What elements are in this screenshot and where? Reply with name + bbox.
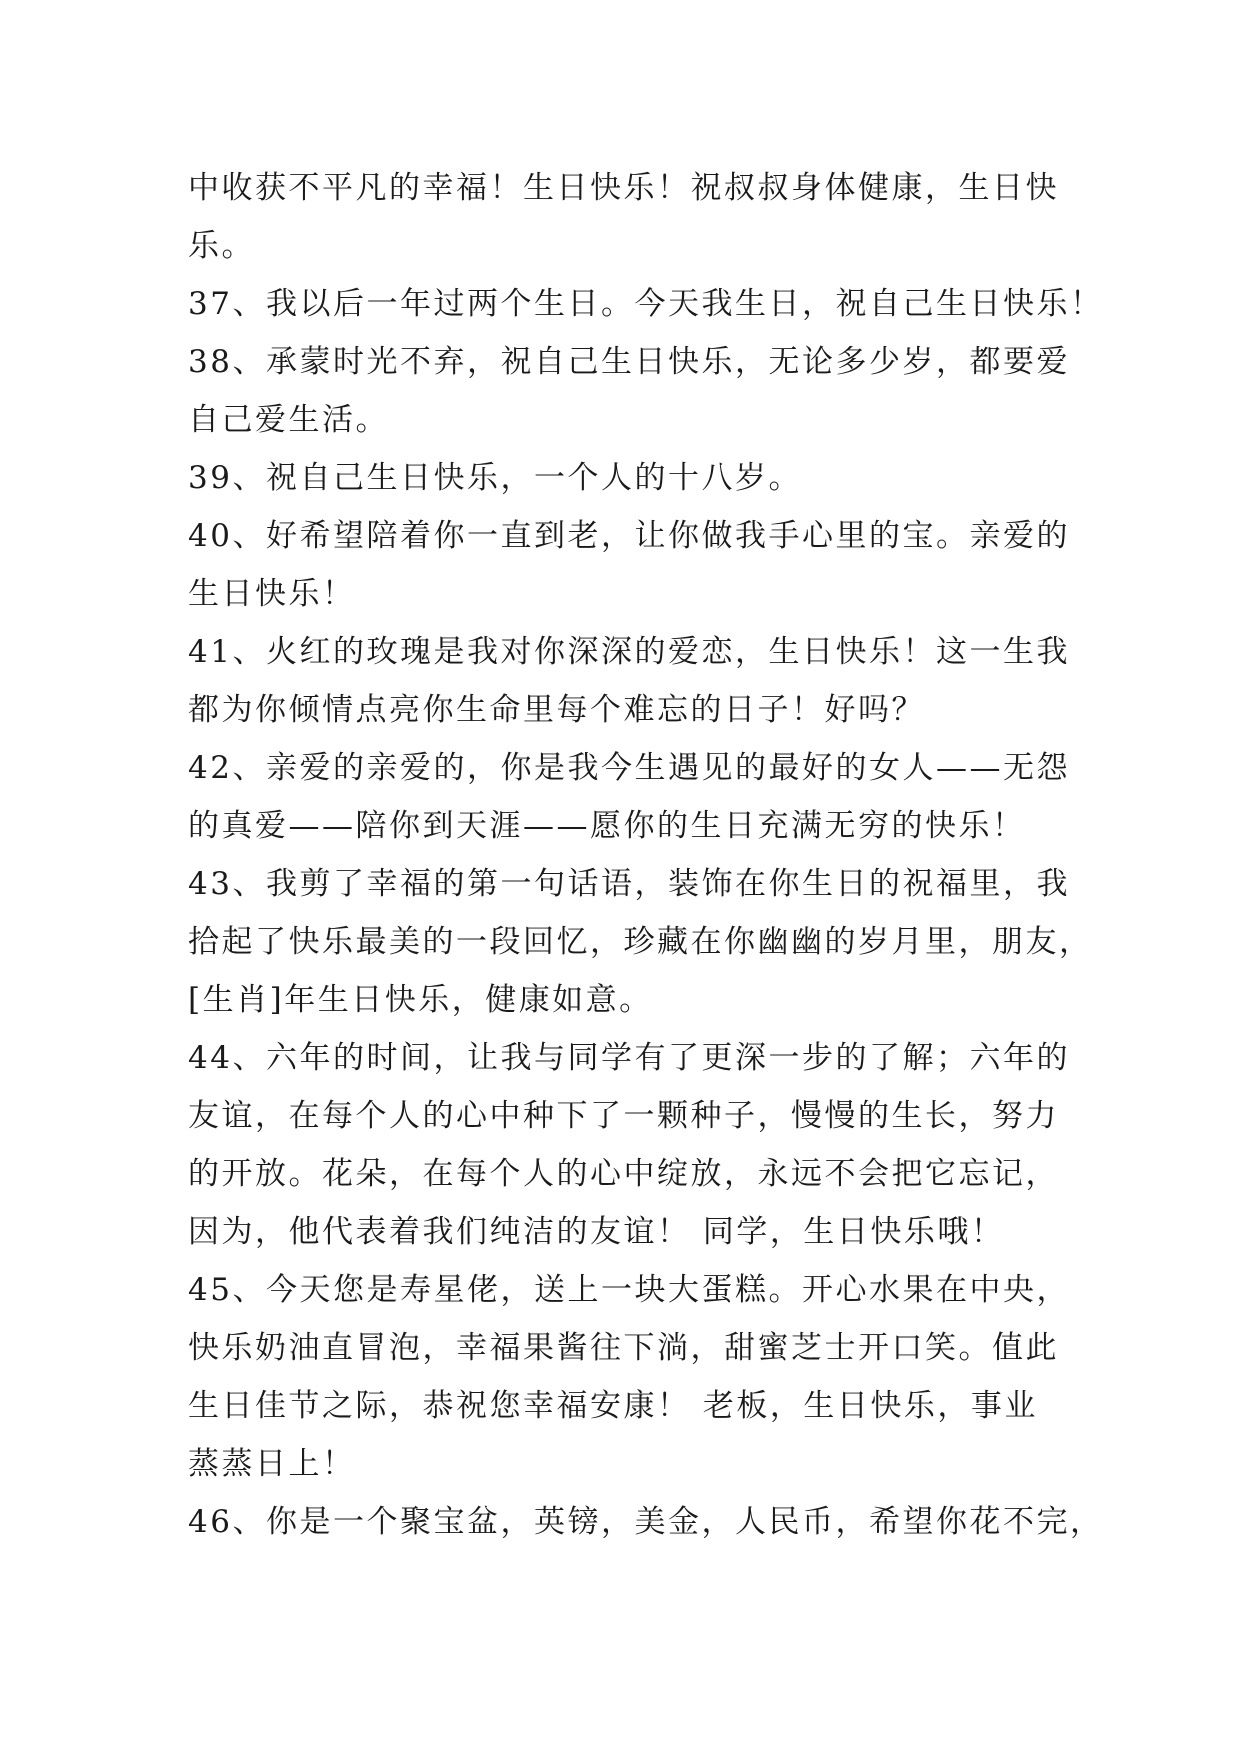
text-line: [生肖]年生日快乐，健康如意。 — [188, 982, 653, 1018]
text-line: 37、我以后一年过两个生日。今天我生日，祝自己生日快乐！ — [188, 286, 1104, 322]
text-line: 的开放。花朵，在每个人的心中绽放，永远不会把它忘记， — [188, 1156, 1059, 1192]
text-line: 44、六年的时间，让我与同学有了更深一步的了解；六年的 — [188, 1040, 1070, 1076]
text-line: 38、承蒙时光不弃，祝自己生日快乐，无论多少岁，都要爱 — [188, 344, 1070, 380]
text-line: 41、火红的玫瑰是我对你深深的爱恋，生日快乐！这一生我 — [188, 634, 1070, 670]
text-line: 蒸蒸日上！ — [188, 1446, 356, 1482]
text-line: 拾起了快乐最美的一段回忆，珍藏在你幽幽的岁月里，朋友， — [188, 924, 1093, 960]
text-line: 46、你是一个聚宝盆，英镑，美金，人民币，希望你花不完， — [188, 1504, 1104, 1540]
text-line: 的真爱——陪你到天涯——愿你的生日充满无穷的快乐！ — [188, 808, 1026, 844]
text-line: 42、亲爱的亲爱的，你是我今生遇见的最好的女人——无怨 — [188, 750, 1070, 786]
text-line: 43、我剪了幸福的第一句话语，装饰在你生日的祝福里，我 — [188, 866, 1070, 902]
text-line: 自己爱生活。 — [188, 402, 389, 438]
text-line: 中收获不平凡的幸福！生日快乐！祝叔叔身体健康，生日快 — [188, 170, 1059, 206]
text-line: 39、祝自己生日快乐，一个人的十八岁。 — [188, 460, 802, 496]
text-line: 友谊，在每个人的心中种下了一颗种子，慢慢的生长，努力 — [188, 1098, 1059, 1134]
text-line: 都为你倾情点亮你生命里每个难忘的日子！好吗？ — [188, 692, 925, 728]
text-line: 因为，他代表着我们纯洁的友谊！ 同学，生日快乐哦！ — [188, 1214, 1005, 1250]
text-line: 快乐奶油直冒泡，幸福果酱往下淌，甜蜜芝士开口笑。值此 — [188, 1330, 1059, 1366]
text-line: 40、好希望陪着你一直到老，让你做我手心里的宝。亲爱的 — [188, 518, 1070, 554]
text-line: 生日快乐！ — [188, 576, 356, 612]
document-body — [188, 159, 1104, 1551]
text-line: 生日佳节之际，恭祝您幸福安康！ 老板，生日快乐，事业 — [188, 1388, 1038, 1424]
text-line: 45、今天您是寿星佬，送上一块大蛋糕。开心水果在中央， — [188, 1272, 1070, 1308]
text-line: 乐。 — [188, 228, 255, 264]
